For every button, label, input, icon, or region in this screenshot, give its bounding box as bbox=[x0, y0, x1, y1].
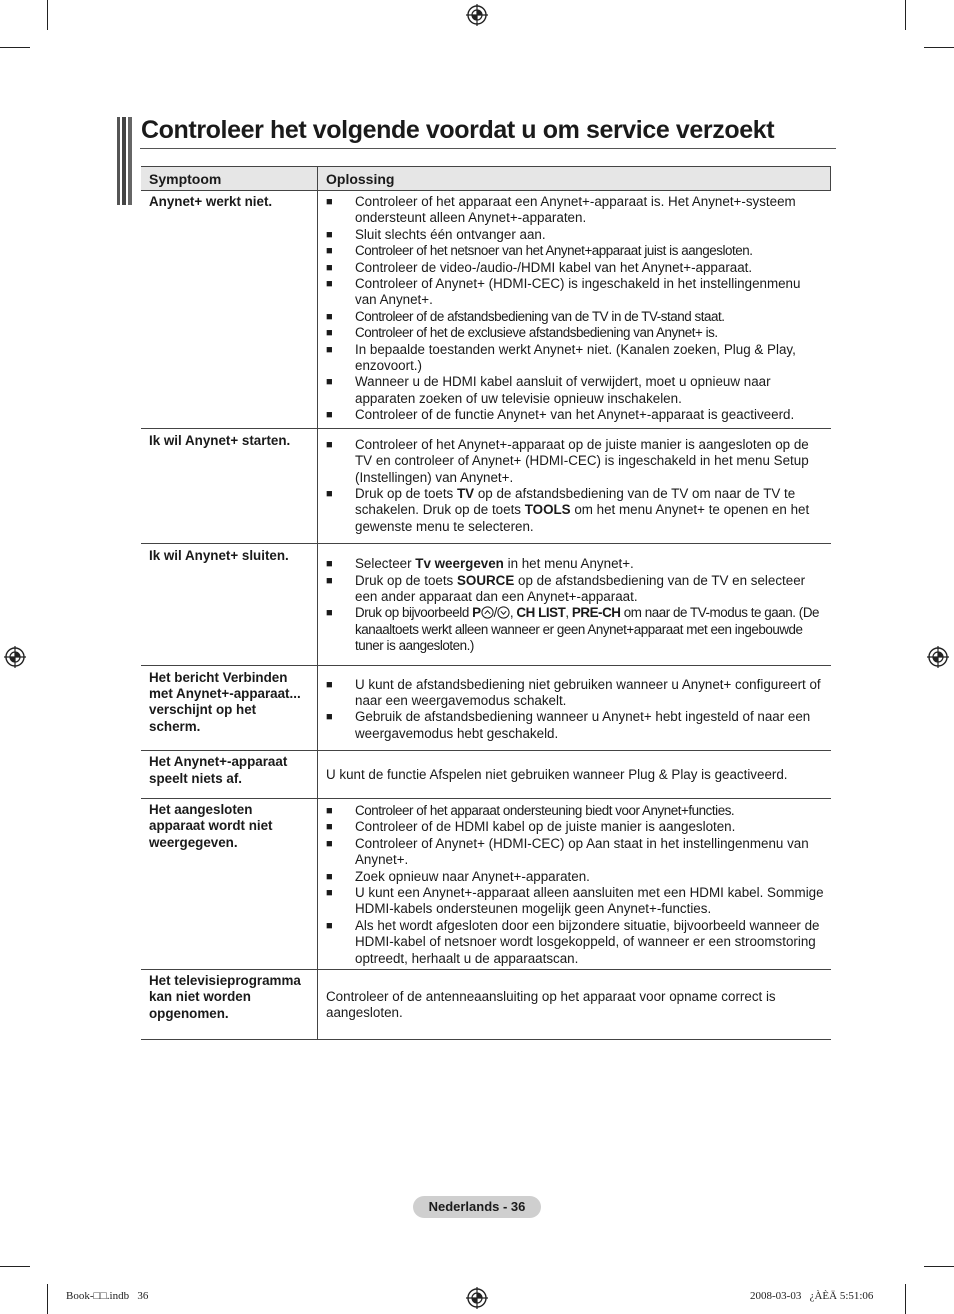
list-item: ■ Druk op de toets SOURCE op de afstandsbediening van de TV en selecteer een ander apparaat dan een Anynet+-apparaat. bbox=[326, 573, 825, 606]
print-slug-file: Book-□□.indb 36 bbox=[66, 1290, 149, 1302]
title-accent-bar bbox=[117, 117, 132, 205]
header-symptom: Symptoom bbox=[141, 167, 318, 191]
list-item: ■ Wanneer u de HDMI kabel aansluit of verwijdert, moet u opnieuw naar apparaten zoeken of uw televisie opnieuw inschakelen. bbox=[326, 374, 825, 407]
registration-mark-icon bbox=[4, 646, 26, 668]
registration-mark-icon bbox=[466, 1287, 488, 1309]
crop-mark bbox=[47, 1284, 48, 1314]
solution-list bbox=[326, 194, 825, 424]
channel-up-icon bbox=[481, 606, 494, 619]
list-item: ■ Controleer of de functie Anynet+ van het Anynet+-apparaat is geactiveerd. bbox=[326, 407, 825, 423]
list-item: ■ U kunt de afstandsbediening niet gebruiken wanneer u Anynet+ configureert of naar een weergavemodus schakelt. bbox=[326, 677, 825, 710]
list-item: ■ Controleer of het de exclusieve afstandsbediening van Anynet+ is. bbox=[326, 325, 825, 341]
solution-list bbox=[326, 437, 825, 535]
table-row bbox=[141, 191, 831, 429]
list-item: ■ Controleer of Anynet+ (HDMI-CEC) op Aan staat in het instellingenmenu van Anynet+. bbox=[326, 836, 825, 869]
list-item: ■ Controleer of de afstandsbediening van de TV in de TV-stand staat. bbox=[326, 309, 825, 325]
table-row bbox=[141, 970, 831, 1040]
list-item: ■ Sluit slechts één ontvanger aan. bbox=[326, 227, 825, 243]
page-number-badge: Nederlands - 36 bbox=[413, 1196, 541, 1218]
symptom-cell: Het aangesloten apparaat wordt niet weergegeven. bbox=[141, 799, 318, 970]
crop-mark bbox=[924, 1266, 954, 1267]
symptom-cell: Ik wil Anynet+ sluiten. bbox=[141, 544, 318, 665]
crop-mark bbox=[47, 0, 48, 30]
crop-mark bbox=[0, 47, 30, 48]
table-header-row bbox=[141, 167, 831, 191]
list-item: ■ Controleer of het apparaat ondersteuning biedt voor Anynet+functies. bbox=[326, 803, 825, 819]
crop-mark bbox=[0, 1266, 30, 1267]
solution-cell bbox=[318, 665, 831, 751]
crop-mark bbox=[905, 1284, 906, 1314]
list-item: ■ Druk op bijvoorbeeld P / , CH LIST, PRE-CH om naar de TV-modus te gaan. (De kanaaltoets werkt alleen wanneer er geen Anynet+apparaat met een ingebouwde tuner is aangesloten.) bbox=[326, 605, 825, 654]
list-item: ■ Zoek opnieuw naar Anynet+-apparaten. bbox=[326, 869, 825, 885]
list-item: ■ Controleer of het Anynet+-apparaat op de juiste manier is aangesloten op de TV en controleer of Anynet+ (HDMI-CEC) is ingeschakeld in het menu Setup (Instellingen) van Anynet+. bbox=[326, 437, 825, 486]
solution-cell: U kunt de functie Afspelen niet gebruiken wanneer Plug & Play is geactiveerd. bbox=[318, 751, 831, 799]
symptom-cell: Ik wil Anynet+ starten. bbox=[141, 428, 318, 543]
header-solution: Oplossing bbox=[318, 167, 831, 191]
troubleshooting-table bbox=[141, 166, 831, 1040]
solution-cell bbox=[318, 428, 831, 543]
solution-list bbox=[326, 677, 825, 743]
registration-mark-icon bbox=[466, 4, 488, 26]
channel-down-icon bbox=[497, 606, 510, 619]
list-item: ■ In bepaalde toestanden werkt Anynet+ niet. (Kanalen zoeken, Plug & Play, enzovoort.) bbox=[326, 342, 825, 375]
solution-cell bbox=[318, 799, 831, 970]
solution-cell bbox=[318, 544, 831, 665]
crop-mark bbox=[905, 0, 906, 30]
crop-mark bbox=[924, 47, 954, 48]
print-slug-date: 2008-03-03 ¿ÀÈÄ 5:51:06 bbox=[750, 1290, 874, 1302]
registration-mark-icon bbox=[927, 646, 949, 668]
solution-cell: Controleer of de antenneaansluiting op het apparaat voor opname correct is aangesloten. bbox=[318, 970, 831, 1040]
list-item: ■ Controleer of Anynet+ (HDMI-CEC) is ingeschakeld in het instellingenmenu van Anynet+. bbox=[326, 276, 825, 309]
solution-list bbox=[326, 556, 825, 654]
list-item: ■ Als het wordt afgesloten door een bijzondere situatie, bijvoorbeeld wanneer de HDMI-kabel of netsnoer wordt losgekoppeld, of wanneer er een stroomstoring optreedt, herhaalt u de apparaatscan. bbox=[326, 918, 825, 967]
list-item: ■ Controleer of het netsnoer van het Anynet+apparaat juist is aangesloten. bbox=[326, 243, 825, 259]
table-row bbox=[141, 751, 831, 799]
solution-cell bbox=[318, 191, 831, 429]
list-item: ■ Druk op de toets TV op de afstandsbediening van de TV om naar de TV te schakelen. Druk op de toets TOOLS om het menu Anynet+ te openen en het gewenste menu te selecteren. bbox=[326, 486, 825, 535]
list-item: ■ Controleer of het apparaat een Anynet+-apparaat is. Het Anynet+-systeem ondersteunt alleen Anynet+-apparaten. bbox=[326, 194, 825, 227]
symptom-cell: Het bericht Verbinden met Anynet+-apparaat... verschijnt op het scherm. bbox=[141, 665, 318, 751]
list-item: ■ Gebruik de afstandsbediening wanneer u Anynet+ hebt ingesteld of naar een weergavemodus hebt geschakeld. bbox=[326, 709, 825, 742]
list-item: ■ Controleer of de HDMI kabel op de juiste manier is aangesloten. bbox=[326, 819, 825, 835]
table-row bbox=[141, 428, 831, 543]
symptom-cell: Het Anynet+-apparaat speelt niets af. bbox=[141, 751, 318, 799]
list-item: ■ Controleer de video-/audio-/HDMI kabel van het Anynet+-apparaat. bbox=[326, 260, 825, 276]
title-divider bbox=[140, 148, 836, 149]
page-title: Controleer het volgende voordat u om service verzoekt bbox=[141, 116, 775, 144]
list-item: ■ Selecteer Tv weergeven in het menu Anynet+. bbox=[326, 556, 825, 572]
table-row bbox=[141, 799, 831, 970]
table-row bbox=[141, 544, 831, 665]
solution-list bbox=[326, 803, 825, 967]
symptom-cell: Het televisieprogramma kan niet worden opgenomen. bbox=[141, 970, 318, 1040]
list-item: ■ U kunt een Anynet+-apparaat alleen aansluiten met een HDMI kabel. Sommige HDMI-kabels ondersteunen mogelijk geen Anynet+-functies. bbox=[326, 885, 825, 918]
symptom-cell: Anynet+ werkt niet. bbox=[141, 191, 318, 429]
table-row bbox=[141, 665, 831, 751]
